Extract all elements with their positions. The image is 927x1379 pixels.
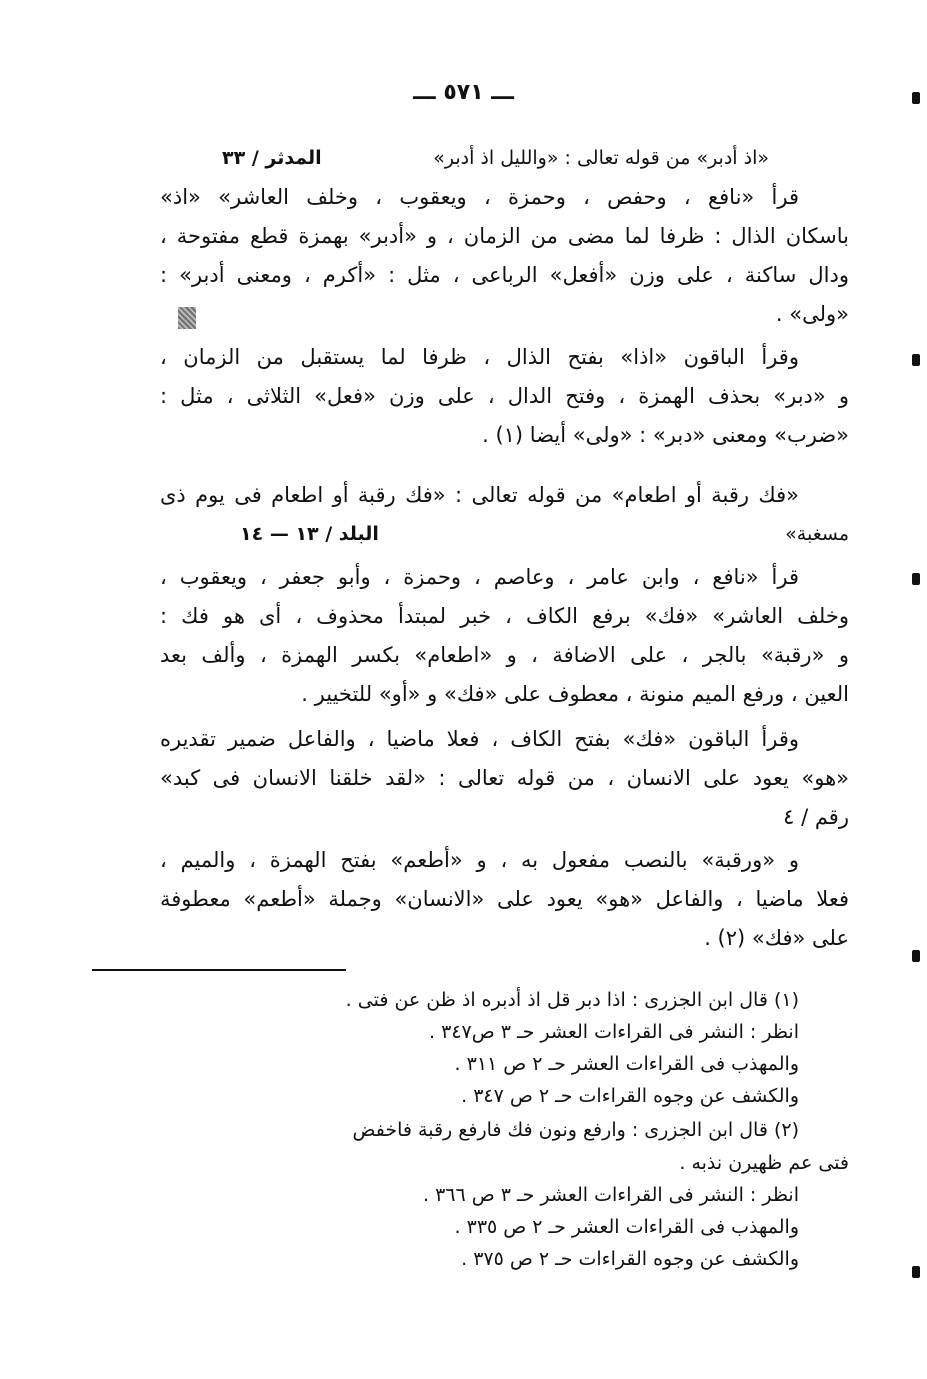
- section1-line: ودال ساكنة ، على وزن «أفعل» الرباعى ، مثل : «أكرم ، ومعنى أدبر» :: [160, 263, 849, 287]
- section1-heading-ref: المدثر / ٣٣: [222, 147, 322, 169]
- scan-smudge: [178, 307, 196, 329]
- footnote-line: فتى عم ظهيرن نذبه .: [679, 1152, 849, 1174]
- section1-line: وقرأ الباقون «اذا» بفتح الذال ، ظرفا لما يستقبل من الزمان ،: [160, 345, 799, 369]
- section2-line: فعلا ماضيا ، والفاعل «هو» يعود على «الانسان» وجملة «أطعم» معطوفة: [160, 887, 849, 911]
- section2-line: على «فك» (٢) .: [704, 926, 849, 950]
- footnote-line: (٢) قال ابن الجزرى : وارفع ونون فك فارفع رقبة فاخفض: [352, 1119, 799, 1141]
- footnote-line: (١) قال ابن الجزرى : اذا دبر قل اذ أدبره اذ ظن عن فتى .: [345, 989, 799, 1011]
- footnote-line: والكشف عن وجوه القراءات حـ ٢ ص ٣٧٥ .: [461, 1248, 799, 1270]
- footnote-line: والمهذب فى القراءات العشر حـ ٢ ص ٣٣٥ .: [454, 1216, 799, 1238]
- footnote-line: انظر : النشر فى القراءات العشر حـ ٣ ص٣٤٧ .: [429, 1021, 799, 1043]
- margin-mark: [912, 573, 920, 585]
- section1-line: و «دبر» بحذف الهمزة ، وفتح الدال ، على وزن «فعل» الثلاثى ، مثل :: [160, 384, 849, 408]
- margin-mark: [912, 354, 920, 366]
- section1-line: «ولى» .: [775, 302, 849, 326]
- margin-mark: [912, 92, 920, 104]
- section1-line: قرأ «نافع ، وحفص ، وحمزة ، ويعقوب ، وخلف العاشر» «اذ»: [160, 185, 799, 209]
- section2-line: و «ورقبة» بالنصب مفعول به ، و «أطعم» بفتح الهمزة ، والميم ،: [160, 848, 799, 872]
- section1-line: باسكان الذال : ظرفا لما مضى من الزمان ، و «أدبر» بهمزة قطع مفتوحة ،: [160, 224, 849, 248]
- section2-line: وقرأ الباقون «فك» بفتح الكاف ، فعلا ماضيا ، والفاعل ضمير تقديره: [160, 727, 799, 751]
- footnote-separator: [92, 969, 346, 971]
- section2-line: قرأ «نافع ، وابن عامر ، وعاصم ، وحمزة ، وأبو جعفر ، ويعقوب ،: [160, 565, 799, 589]
- margin-mark: [912, 950, 920, 962]
- page-number: ـــ ٥٧١ ـــ: [413, 80, 514, 105]
- section2-line: العين ، ورفع الميم منونة ، معطوف على «فك» و «أو» للتخيير .: [301, 682, 849, 706]
- section1-heading: «اذ أدبر» من قوله تعالى : «والليل اذ أدبر»: [433, 147, 769, 169]
- footnote-line: انظر : النشر فى القراءات العشر حـ ٣ ص ٣٦٦ .: [423, 1184, 799, 1206]
- section2-line: «هو» يعود على الانسان ، من قوله تعالى : «لقد خلقنا الانسان فى كبد»: [160, 766, 849, 790]
- section2-heading: «فك رقبة أو اطعام» من قوله تعالى : «فك رقبة أو اطعام فى يوم ذى: [160, 483, 799, 507]
- section2-line: و «رقبة» بالجر ، على الاضافة ، و «اطعام» بكسر الهمزة ، وألف بعد: [160, 643, 849, 667]
- section2-heading-ref: البلد / ١٣ — ١٤: [240, 523, 379, 545]
- footnote-line: والكشف عن وجوه القراءات حـ ٢ ص ٣٤٧ .: [461, 1085, 799, 1107]
- section2-heading-cont: مسغبة»: [785, 523, 849, 545]
- margin-mark: [912, 1266, 920, 1278]
- section2-line: رقم / ٤: [783, 805, 849, 829]
- section1-line: «ضرب» ومعنى «دبر» : «ولى» أيضا (١) .: [482, 423, 849, 447]
- footnote-line: والمهذب فى القراءات العشر حـ ٢ ص ٣١١ .: [454, 1053, 799, 1075]
- section2-line: وخلف العاشر» «فك» برفع الكاف ، خبر لمبتدأ محذوف ، أى هو فك :: [160, 604, 849, 628]
